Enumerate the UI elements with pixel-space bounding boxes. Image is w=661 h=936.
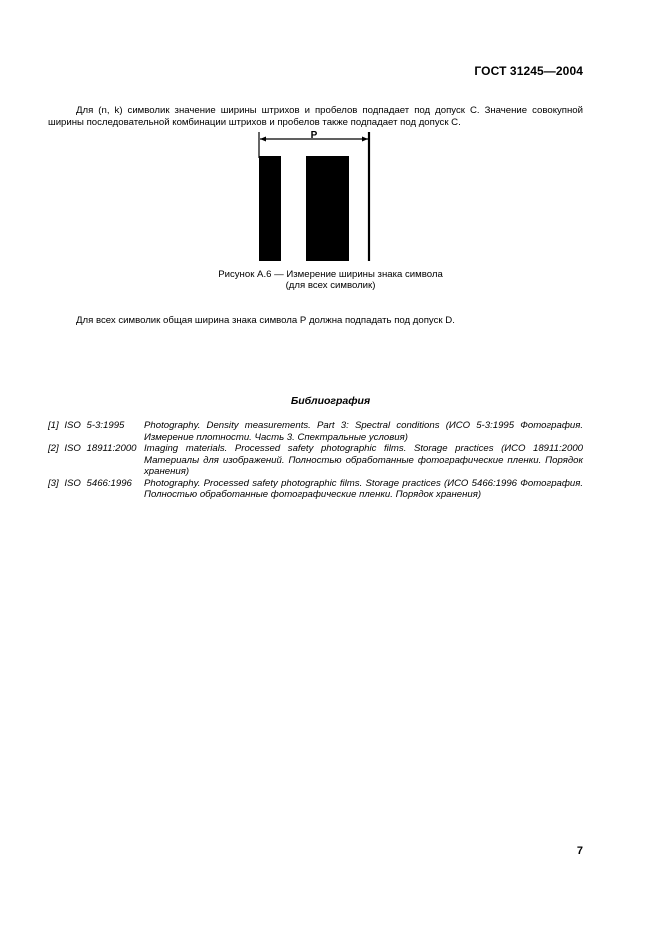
bar-narrow <box>259 156 281 261</box>
bar-wide <box>306 156 349 261</box>
page-number: 7 <box>576 845 583 857</box>
bibliography-title: Библиография <box>290 395 371 407</box>
standard-code: ГОСТ 31245—2004 <box>474 64 583 78</box>
bibliography-entry <box>48 478 583 501</box>
bibliography-entry <box>48 420 583 443</box>
figure-caption-line1: Рисунок А.6 — Измерение ширины знака символа <box>218 269 443 280</box>
bibliography-ref: [1] ISO 5-3:1995 <box>48 420 125 431</box>
figure-caption-line2: (для всех символик) <box>285 280 376 291</box>
dimension-label: P <box>310 130 318 141</box>
dimension-arrow-left <box>260 137 266 142</box>
symbol-width-diagram <box>255 130 375 264</box>
dimension-arrow-right <box>362 137 368 142</box>
figure-caption <box>0 269 661 291</box>
bibliography-ref: [2] ISO 18911:2000 <box>48 443 137 454</box>
bibliography-ref: [3] ISO 5466:1996 <box>48 477 132 489</box>
bibliography-text: Photography. Processed safety photographic films. Storage practices (ИСО 5466:1996 Фотография. Полностью обработанные фотографические пленки. Порядок хранения) <box>144 477 583 500</box>
bibliography-text: Photography. Density measurements. Part 3: Spectral conditions (ИСО 5-3:1995 Фотография. Измерение плотности. Часть 3. Спектральные условия) <box>144 420 583 443</box>
paragraph-tolerance-c: Для (n, k) символик значение ширины штрихов и пробелов подпадает под допуск С. Значение совокупной ширины последовательной комбинации штрихов и пробелов также подпадает под допуск С. <box>48 104 583 128</box>
figure-symbol-width <box>255 130 375 264</box>
bibliography-text: Imaging materials. Processed safety photographic films. Storage practices (ИСО 18911:2000 Материалы для изображений. Полностью обработанные фотографические пленки. Порядок хранения) <box>144 443 583 477</box>
bibliography-list <box>48 420 583 501</box>
bibliography-entry <box>48 443 583 478</box>
paragraph-tolerance-d: Для всех символик общая ширина знака символа Р должна подпадать под допуск D. <box>76 314 455 326</box>
